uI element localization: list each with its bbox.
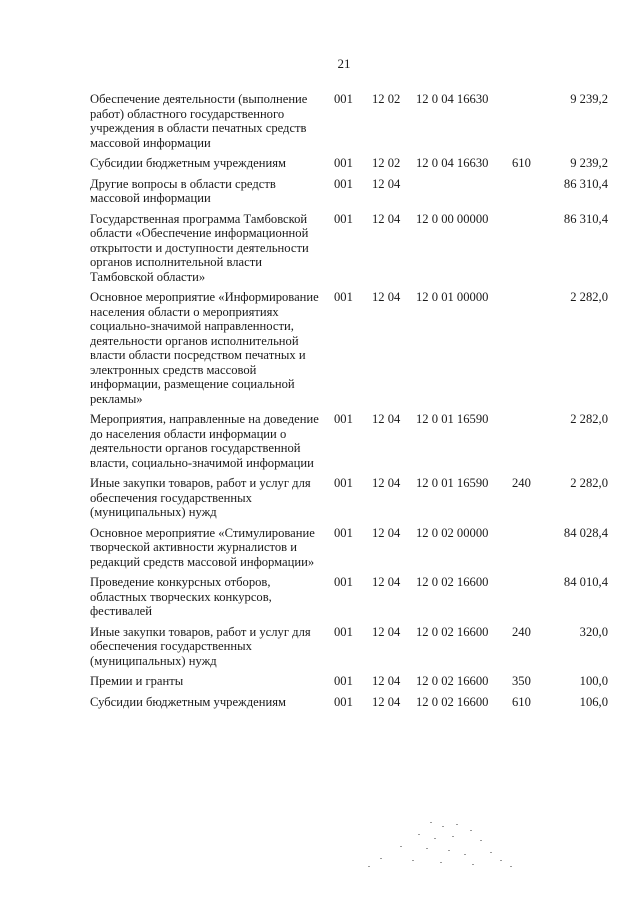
target-article-code: 12 0 02 16600: [416, 575, 489, 589]
ministry-code: 001: [334, 674, 353, 688]
table-row: [90, 290, 608, 412]
speck: [500, 860, 502, 861]
target-article-code: 12 0 01 00000: [416, 290, 489, 304]
scan-noise: [360, 820, 520, 870]
expense-type-code: [512, 212, 542, 291]
table-row: [90, 92, 608, 156]
speck: [510, 866, 512, 867]
speck: [490, 852, 492, 853]
row-name: Мероприятия, направленные на доведение до населения области информации о деятельности органов государственной власти, социально-значимой информации: [90, 412, 319, 470]
speck: [418, 834, 420, 835]
row-name: Обеспечение деятельности (выполнение работ) областного государственного учреждения в области печатных средств массовой информации: [90, 92, 308, 150]
budget-table-body: [90, 92, 608, 715]
expense-type-code: [512, 575, 542, 625]
speck: [472, 864, 474, 865]
row-name: Другие вопросы в области средств массовой информации: [90, 176, 276, 205]
speck: [480, 840, 482, 841]
ministry-code: 001: [334, 92, 353, 106]
page-number: 21: [337, 56, 351, 71]
row-name: Проведение конкурсных отборов, областных творческих конкурсов, фестивалей: [90, 575, 272, 618]
section-code: 12 04: [372, 476, 401, 490]
speck: [412, 860, 414, 861]
section-code: 12 04: [372, 290, 401, 304]
speck: [464, 854, 466, 855]
section-code: 12 04: [372, 176, 401, 191]
table-row: [90, 625, 608, 675]
speck: [470, 830, 472, 831]
row-name: Основное мероприятие «Стимулирование творческой активности журналистов и редакций средств массовой информации»: [90, 525, 315, 569]
target-article-code: 12 0 01 16590: [416, 476, 489, 490]
table-row: [90, 575, 608, 625]
expense-type-code: 610: [512, 156, 531, 170]
row-name: Премии и гранты: [90, 674, 184, 688]
section-code: 12 02: [372, 156, 401, 170]
amount: 2 282,0: [570, 290, 608, 304]
section-code: 12 02: [372, 92, 401, 106]
expense-type-code: 240: [512, 476, 531, 490]
expense-type-code: 350: [512, 674, 531, 688]
ministry-code: 001: [334, 694, 353, 709]
table-row: [90, 674, 608, 695]
ministry-code: 001: [334, 412, 353, 426]
table-row: [90, 476, 608, 526]
ministry-code: 001: [334, 575, 353, 589]
budget-table: [90, 92, 608, 715]
speck: [448, 850, 450, 851]
target-article-code: [416, 177, 512, 212]
amount: 320,0: [579, 624, 608, 639]
amount: 2 282,0: [570, 476, 608, 490]
speck: [426, 848, 428, 849]
amount: 84 028,4: [563, 525, 608, 540]
section-code: 12 04: [372, 624, 401, 639]
target-article-code: 12 0 02 16600: [416, 674, 489, 688]
row-name: Субсидии бюджетным учреждениям: [90, 694, 286, 709]
expense-type-code: [512, 412, 542, 476]
ministry-code: 001: [334, 211, 353, 226]
expense-type-code: [512, 177, 542, 212]
target-article-code: 12 0 01 16590: [416, 412, 489, 426]
target-article-code: 12 0 04 16630: [416, 156, 489, 170]
speck: [368, 866, 370, 867]
ministry-code: 001: [334, 624, 353, 639]
target-article-code: 12 0 02 16600: [416, 694, 489, 709]
target-article-code: 12 0 02 16600: [416, 624, 489, 639]
section-code: 12 04: [372, 412, 401, 426]
amount: 9 239,2: [570, 92, 608, 106]
amount: 2 282,0: [570, 412, 608, 426]
amount: 86 310,4: [563, 211, 608, 226]
table-row: [90, 526, 608, 576]
amount: 9 239,2: [570, 156, 608, 170]
amount: 100,0: [579, 674, 608, 688]
speck: [442, 826, 444, 827]
expense-type-code: [512, 526, 542, 576]
speck: [400, 846, 402, 847]
table-row: [90, 212, 608, 291]
speck: [430, 822, 432, 823]
section-code: 12 04: [372, 575, 401, 589]
ministry-code: 001: [334, 176, 353, 191]
target-article-code: 12 0 04 16630: [416, 92, 489, 106]
speck: [440, 862, 442, 863]
expense-type-code: 610: [512, 694, 531, 709]
expense-type-code: [512, 290, 542, 412]
table-row: [90, 695, 608, 716]
ministry-code: 001: [334, 290, 353, 304]
section-code: 12 04: [372, 694, 401, 709]
speck: [452, 836, 454, 837]
expense-type-code: [512, 92, 542, 156]
amount: 106,0: [579, 694, 608, 709]
row-name: Субсидии бюджетным учреждениям: [90, 156, 286, 170]
section-code: 12 04: [372, 211, 401, 226]
ministry-code: 001: [334, 525, 353, 540]
section-code: 12 04: [372, 525, 401, 540]
amount: 84 010,4: [563, 575, 608, 589]
ministry-code: 001: [334, 476, 353, 490]
speck: [380, 858, 382, 859]
row-name: Иные закупки товаров, работ и услуг для обеспечения государственных (муниципальных) нужд: [90, 624, 311, 668]
speck: [434, 838, 436, 839]
expense-type-code: 240: [512, 624, 531, 639]
row-name: Иные закупки товаров, работ и услуг для обеспечения государственных (муниципальных) нужд: [90, 476, 311, 519]
row-name: Основное мероприятие «Информирование населения области о мероприятиях социально-значимой направленности, деятельности органов исполнительной власти области посредством печатных и электронных средств массовой информации, размещение социальной рекламы»: [90, 290, 319, 406]
row-name: Государственная программа Тамбовской области «Обеспечение информационной открытости и доступности деятельности органов исполнительной власти Тамбовской области»: [90, 211, 309, 284]
target-article-code: 12 0 02 00000: [416, 525, 489, 540]
table-row: [90, 156, 608, 177]
table-row: [90, 177, 608, 212]
section-code: 12 04: [372, 674, 401, 688]
target-article-code: 12 0 00 00000: [416, 211, 489, 226]
table-row: [90, 412, 608, 476]
amount: 86 310,4: [563, 176, 608, 191]
ministry-code: 001: [334, 156, 353, 170]
speck: [456, 824, 458, 825]
